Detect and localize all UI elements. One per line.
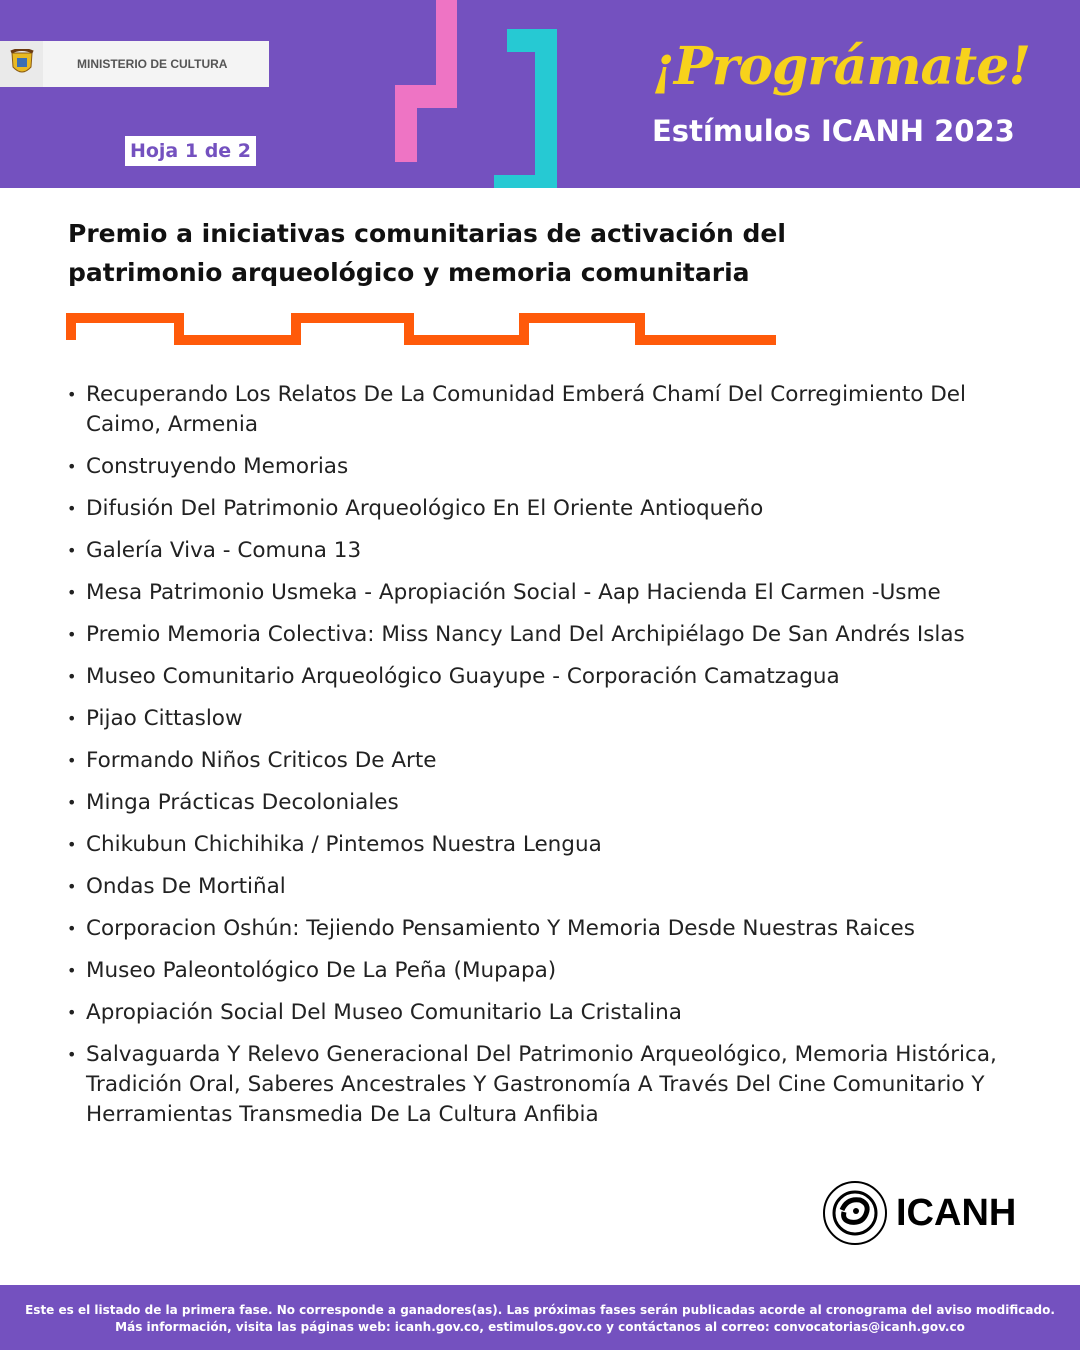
list-item: • Galería Viva - Comuna 13 xyxy=(67,536,1027,566)
list-item: • Ondas De Mortiñal xyxy=(67,872,1027,902)
icanh-logo xyxy=(822,1180,1016,1246)
list-item: • Recuperando Los Relatos De La Comunidad Emberá Chamí Del Corregimiento Del Caimo, Armenia xyxy=(67,380,1027,440)
project-list xyxy=(67,380,1027,1142)
footer-notice: Este es el listado de la primera fase. No corresponde a ganadores(as). Las próximas fases serán publicadas acorde al cronograma del aviso modificado. xyxy=(25,1303,1055,1317)
page-title: Premio a iniciativas comunitarias de activación del patrimonio arqueológico y memoria comunitaria xyxy=(68,219,786,287)
list-item: • Premio Memoria Colectiva: Miss Nancy Land Del Archipiélago De San Andrés Islas xyxy=(67,620,1027,650)
list-item: • Apropiación Social Del Museo Comunitario La Cristalina xyxy=(67,998,1027,1028)
footer-contact: Más información, visita las páginas web: icanh.gov.co, estimulos.gov.co y contáctanos al correo: convocatorias@icanh.gov.co xyxy=(115,1320,965,1334)
list-item: • Museo Paleontológico De La Peña (Mupapa) xyxy=(67,956,1027,986)
list-item: • Difusión Del Patrimonio Arqueológico En El Oriente Antioqueño xyxy=(67,494,1027,524)
list-item: • Corporacion Oshún: Tejiendo Pensamiento Y Memoria Desde Nuestras Raices xyxy=(67,914,1027,944)
page-indicator: Hoja 1 de 2 xyxy=(125,136,256,166)
header-banner xyxy=(0,0,1080,188)
list-item: • Salvaguarda Y Relevo Generacional Del Patrimonio Arqueológico, Memoria Histórica, Tradición Oral, Saberes Ancestrales Y Gastronomía A Través Del Cine Comunitario Y Herramientas Transmedia De La Cultura Anfibia xyxy=(67,1040,1027,1130)
list-item: • Chikubun Chichihika / Pintemos Nuestra Lengua xyxy=(67,830,1027,860)
list-item: • Mesa Patrimonio Usmeka - Apropiación Social - Aap Hacienda El Carmen -Usme xyxy=(67,578,1027,608)
list-item: • Pijao Cittaslow xyxy=(67,704,1027,734)
slogan: ¡Prográmate! xyxy=(652,36,1031,97)
ministry-badge xyxy=(0,41,269,87)
footer xyxy=(0,1285,1080,1350)
icanh-wordmark: ICANH xyxy=(896,1191,1017,1234)
list-item: • Museo Comunitario Arqueológico Guayupe - Corporación Camatzagua xyxy=(67,662,1027,692)
campaign-subtitle: Estímulos ICANH 2023 xyxy=(652,114,1015,148)
list-item: • Construyendo Memorias xyxy=(67,452,1027,482)
icanh-seal-icon xyxy=(822,1180,888,1246)
orange-divider xyxy=(0,300,800,360)
list-item: • Minga Prácticas Decoloniales xyxy=(67,788,1027,818)
list-item: • Formando Niños Criticos De Arte xyxy=(67,746,1027,776)
coat-of-arms-icon xyxy=(0,41,43,87)
decorative-brackets xyxy=(390,0,565,188)
ministry-label: MINISTERIO DE CULTURA xyxy=(77,57,228,71)
